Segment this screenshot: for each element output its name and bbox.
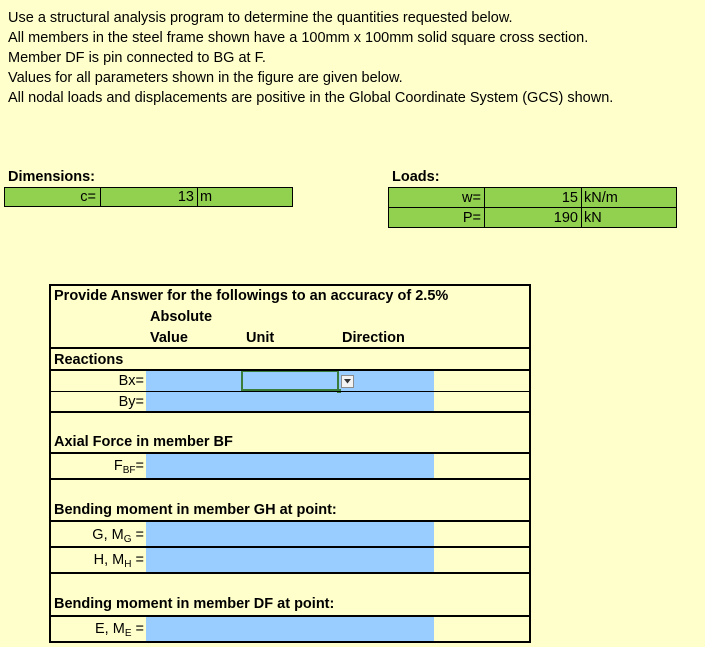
load-p-unit: kN xyxy=(584,210,602,226)
dimension-c-unit: m xyxy=(200,189,213,205)
dimension-c-value[interactable]: 13 xyxy=(177,189,194,205)
me-label-eq: = xyxy=(131,621,144,637)
me-label-pre: E, M xyxy=(95,621,125,637)
dimension-c-label: c= xyxy=(80,189,96,205)
intro-line-5: All nodal loads and displacements are positive in the Global Coordinate System (GCS) shown. xyxy=(8,90,614,106)
mh-label xyxy=(50,550,146,570)
reactions-title: Reactions xyxy=(54,352,124,368)
me-label-sub: E xyxy=(124,628,132,639)
row-divider xyxy=(49,478,531,480)
cell-divider xyxy=(581,187,582,228)
problem-statement xyxy=(8,8,613,108)
col-value: Value xyxy=(150,330,188,346)
mh-label-sub: H xyxy=(124,559,132,570)
load-w-value[interactable]: 15 xyxy=(561,190,578,206)
mg-label-pre: G, M xyxy=(92,527,124,543)
mg-label xyxy=(50,525,146,545)
intro-line-2: All members in the steel frame shown have a 100mm x 100mm solid square cross section. xyxy=(8,30,589,46)
row-divider xyxy=(49,520,531,522)
moment-df-title: Bending moment in member DF at point: xyxy=(54,596,335,612)
mh-label-eq: = xyxy=(131,552,144,568)
by-label: By= xyxy=(118,394,144,410)
intro-line-3: Member DF is pin connected to BG at F. xyxy=(8,50,266,66)
mh-label-pre: H, M xyxy=(93,552,125,568)
mg-label-sub: G xyxy=(123,534,132,545)
fbf-label-sub: BF xyxy=(122,465,136,476)
fbf-label-eq: = xyxy=(135,458,144,474)
fbf-label-main: F xyxy=(113,458,123,474)
intro-line-1: Use a structural analysis program to determine the quantities requested below. xyxy=(8,10,513,26)
bx-label: Bx= xyxy=(118,373,144,389)
moment-gh-title: Bending moment in member GH at point: xyxy=(54,502,337,518)
axial-force-title: Axial Force in member BF xyxy=(54,434,233,450)
col-unit: Unit xyxy=(246,330,275,346)
load-p-label: P= xyxy=(462,210,481,226)
col-absolute: Absolute xyxy=(150,309,213,325)
row-divider xyxy=(49,615,531,617)
dimensions-title: Dimensions: xyxy=(8,169,96,185)
row-divider xyxy=(49,546,531,548)
loads-title: Loads: xyxy=(392,169,440,185)
instruction-text: Provide Answer for the followings to an accuracy of 2.5% xyxy=(54,288,449,304)
row-divider xyxy=(49,572,531,574)
mg-label-eq: = xyxy=(131,527,144,543)
col-direction: Direction xyxy=(342,330,405,346)
me-label xyxy=(50,619,146,639)
load-p-value[interactable]: 190 xyxy=(553,210,578,226)
row-divider xyxy=(49,452,531,454)
row-divider xyxy=(49,347,531,349)
intro-line-4: Values for all parameters shown in the figure are given below. xyxy=(8,70,403,86)
load-w-label: w= xyxy=(462,190,481,206)
fbf-label xyxy=(50,456,146,476)
load-w-unit: kN/m xyxy=(584,190,618,206)
cell-divider xyxy=(197,187,198,207)
